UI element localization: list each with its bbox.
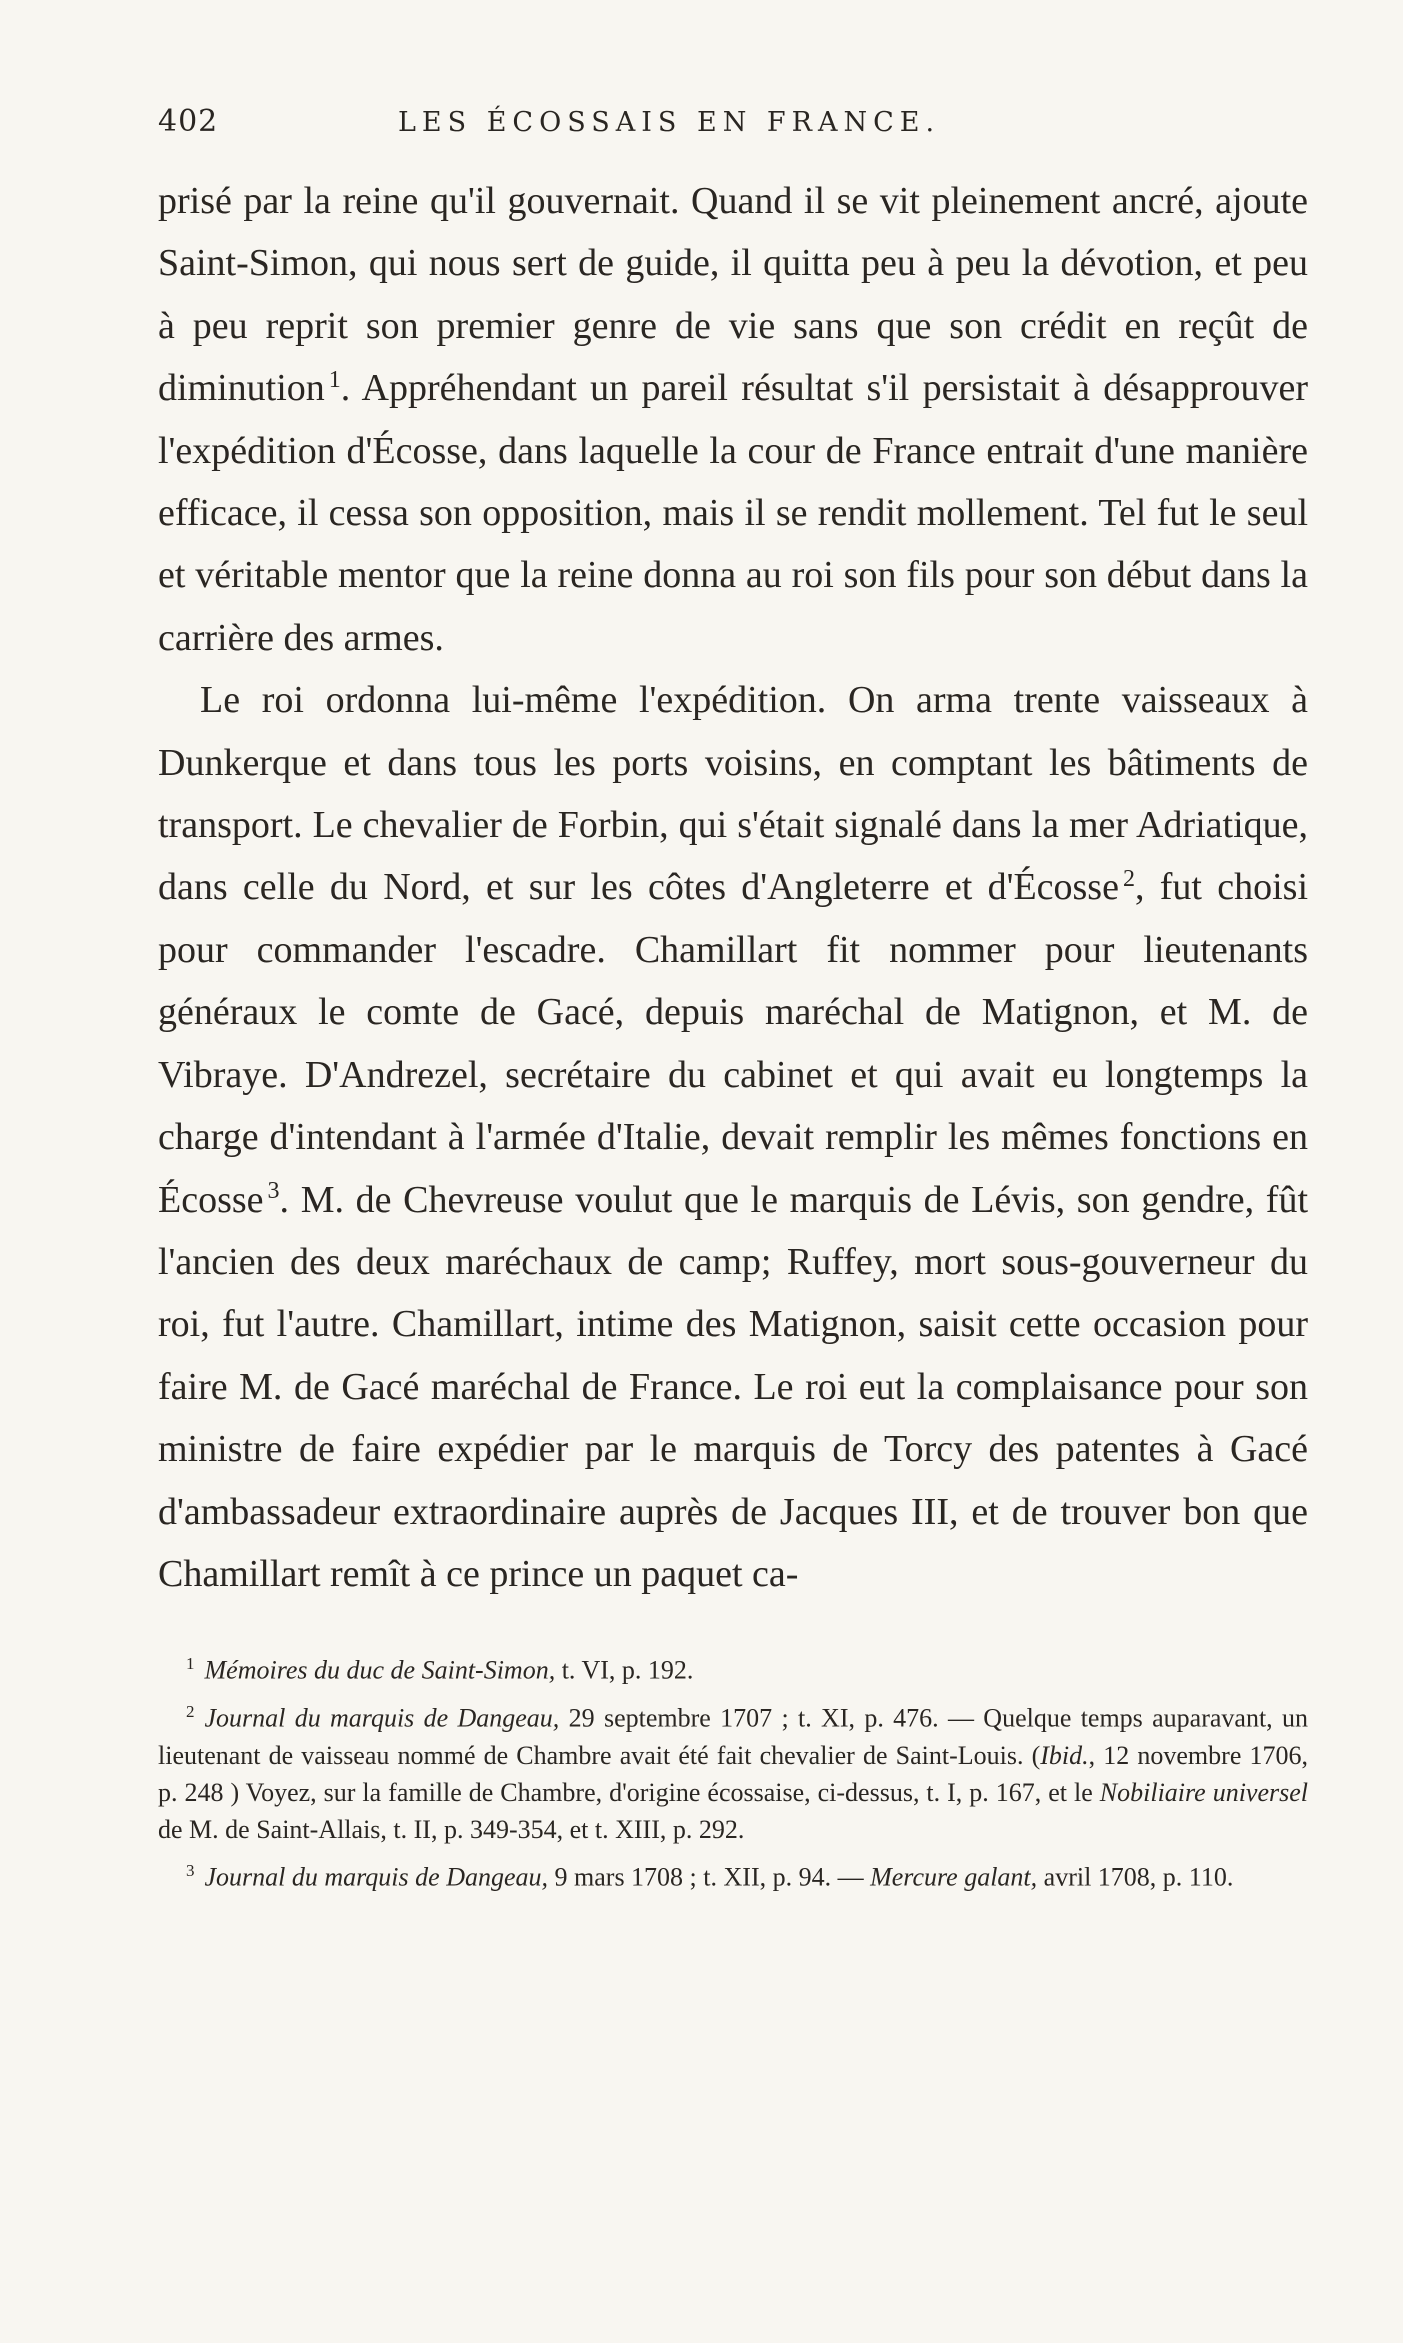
footnote-3-mercure: Mercure galant, — [870, 1862, 1038, 1892]
footnote-ref-1: 1 — [328, 366, 341, 393]
paragraph-2-text-a: Le roi ordonna lui-même l'expédition. On arma trente vaisseaux à Dunkerque et dans tous les ports voisins, en comptant les bâtiments de transport. Le chevalier de Forbin, qui s'était signalé dans la mer Adriatique, dans celle du Nord, et sur les côtes d'Angleterre et d'Écosse — [158, 679, 1308, 909]
footnote-3-text-a: 9 mars 1708 ; t. XII, p. 94. — — [548, 1862, 871, 1892]
footnote-1-mark: 1 — [186, 1654, 195, 1674]
footnote-2-ibid: Ibid. — [1040, 1740, 1089, 1770]
paragraph-1-text-a: prisé par la reine qu'il gouvernait. Quand il se vit pleinement ancré, ajoute Saint-Simon, qui nous sert de guide, il quitta peu à peu la dévotion, et peu à peu reprit son premier genre de vie sans que son crédit en reçût de diminution — [158, 180, 1308, 410]
running-title: LES ÉCOSSAIS EN FRANCE. — [398, 107, 941, 138]
paragraph-1-text-b: . Appréhendant un pareil résultat s'il persistait à désapprouver l'expédition d'Écosse, dans laquelle la cour de France entrait d'une manière efficace, il cessa son opposition, mais il se rendit mollement. Tel fut le seul et véritable mentor que la reine donna au roi son fils pour son début dans la carrière des armes. — [158, 367, 1308, 659]
page-number: 402 — [158, 104, 219, 139]
footnote-2-mark: 2 — [186, 1702, 195, 1721]
footnote-2-nobiliaire: Nobiliaire universel — [1099, 1777, 1309, 1807]
book-page — [158, 104, 1308, 1899]
page-header — [158, 104, 1308, 150]
footnote-2-text-a: 29 septembre 1707 ; t. XI, p. 476. — Quelque temps auparavant, un lieutenant de vaisseau nommé de Chambre avait été fait chevalier de Saint-Louis. ( — [158, 1703, 1308, 1770]
paragraph-1 — [158, 170, 1308, 669]
footnotes — [158, 1645, 1308, 1895]
paragraph-2-text-c: . M. de Chevreuse voulut que le marquis de Lévis, son gendre, fût l'ancien des deux maréchaux de camp; Ruffey, mort sous-gouverneur du roi, fut l'autre. Chamillart, intime des Matignon, saisit cette occasion pour faire M. de Gacé maréchal de France. Le roi eut la complaisance pour son ministre de faire expédier par le marquis de Torcy des patentes à Gacé d'ambassadeur extraordinaire auprès de Jacques III, et de trouver bon que Chamillart remît à ce prince un paquet ca- — [158, 1178, 1308, 1595]
footnote-ref-3: 3 — [267, 1177, 280, 1204]
footnote-1 — [158, 1645, 1308, 1689]
footnote-3-text-b: avril 1708, p. 110. — [1037, 1862, 1234, 1892]
footnote-2 — [158, 1693, 1308, 1848]
body-text — [158, 170, 1308, 1605]
footnote-2-text-b: , 12 novembre 1706, p. 248 ) Voyez, sur la famille de Chambre, d'origine écossaise, ci-dessus, t. I, p. 167, et le — [158, 1740, 1308, 1807]
footnote-2-source: Journal du marquis de Dangeau, — [204, 1703, 560, 1733]
footnote-3-source: Journal du marquis de Dangeau, — [204, 1862, 549, 1892]
footnote-2-text-c: de M. de Saint-Allais, t. II, p. 349-354, et t. XIII, p. 292. — [158, 1814, 745, 1844]
footnote-1-text: t. VI, p. 192. — [555, 1656, 694, 1685]
footnote-3 — [158, 1852, 1308, 1896]
paragraph-2-text-b: , fut choisi pour commander l'escadre. Chamillart fit nommer pour lieutenants généraux le comte de Gacé, depuis maréchal de Matignon, et M. de Vibraye. D'Andrezel, secrétaire du cabinet et qui avait eu longtemps la charge d'intendant à l'armée d'Italie, devait remplir les mêmes fonctions en Écosse — [158, 866, 1308, 1221]
paragraph-2 — [158, 669, 1308, 1605]
footnote-3-mark: 3 — [186, 1860, 195, 1880]
footnote-ref-2: 2 — [1122, 865, 1135, 892]
footnote-1-source: Mémoires du duc de Saint-Simon, — [204, 1656, 556, 1685]
